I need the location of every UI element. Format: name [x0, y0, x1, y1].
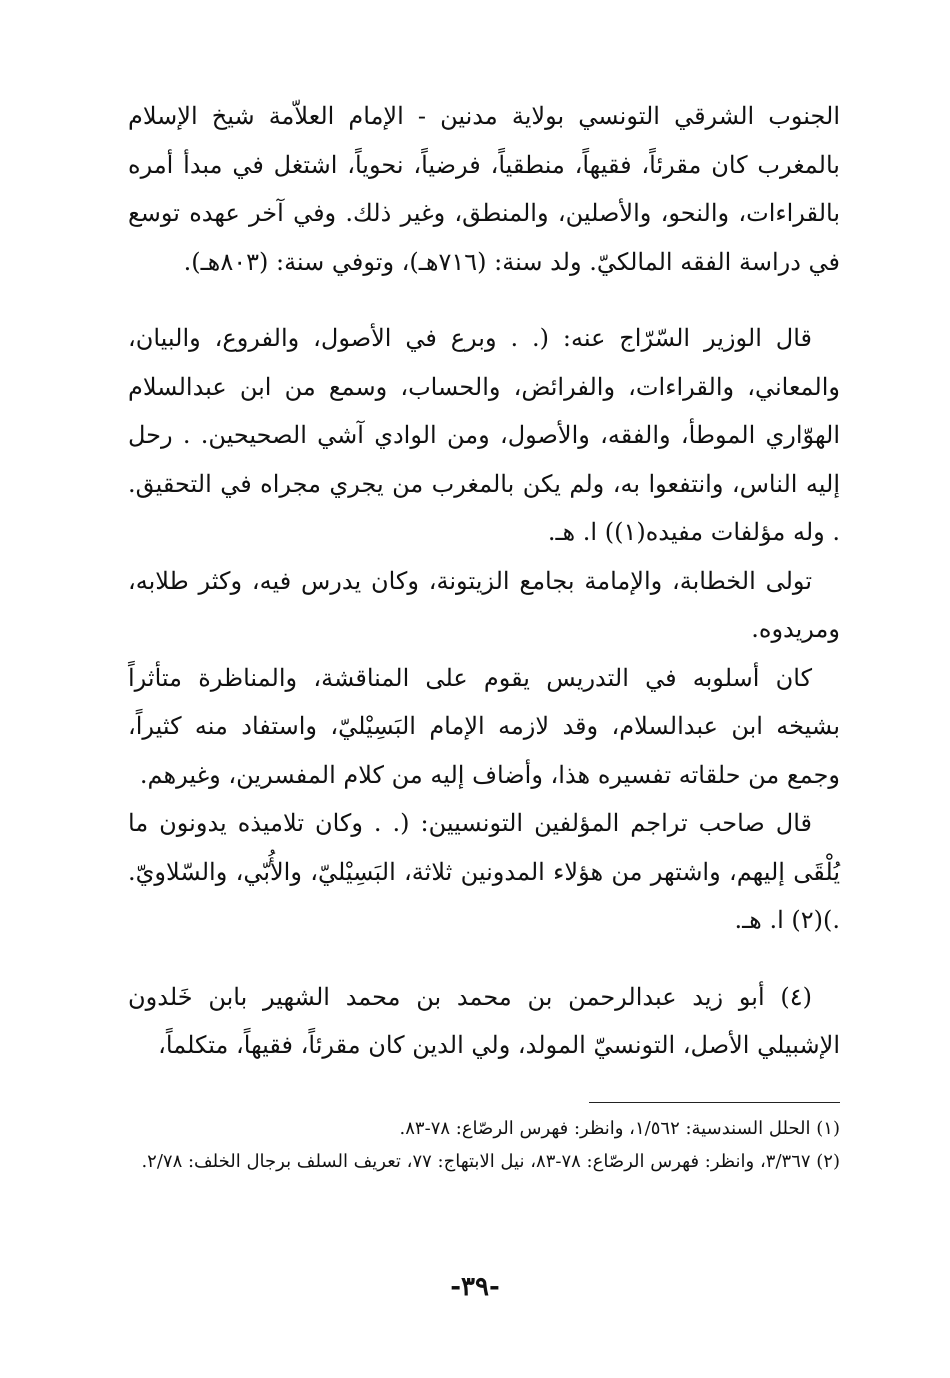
paragraph-tarajim-quote: قال صاحب تراجم المؤلفين التونسيين: (. . وكان تلاميذه يدونون ما يُلْقَى إليهم، واشتهر من هؤلاء المدونين ثلاثة، البَسِيْليّ، والأُبّي، والسّلاويّ. .)(٢) ا. هـ.	[128, 809, 840, 934]
body-text	[128, 92, 840, 1070]
paragraph-biography-continued: الجنوب الشرقي التونسي بولاية مدنين - الإمام العلاّمة شيخ الإسلام بالمغرب كان مقرئاً، فقيهاً، منطقياً، فرضياً، نحوياً، اشتغل في مبدأ أمره بالقراءات، والنحو، والأصلين، والمنطق، وغير ذلك. وفي آخر عهده توسع في دراسة الفقه المالكيّ. ولد سنة: (٧١٦هـ)، وتوفي سنة: (٨٠٣هـ).	[128, 102, 840, 276]
footnotes	[128, 1112, 840, 1178]
paragraph-teaching-style: كان أسلوبه في التدريس يقوم على المناقشة، والمناظرة متأثراً بشيخه ابن عبدالسلام، وقد لازمه الإمام البَسِيْليّ، واستفاد منه كثيراً، وجمع من حلقاته تفسيره هذا، وأضاف إليه من كلام المفسرين، وغيرهم.	[128, 663, 840, 789]
footnote-1: (١) الحلل السندسية: ١/٥٦٢، وانظر: فهرس الرصّاع: ٧٨-٨٣.	[399, 1118, 840, 1139]
paragraph-sarraj-quote: قال الوزير السّرّاج عنه: (. . وبرع في الأصول، والفروع، والبيان، والمعاني، والقراءات، والفرائض، والحساب، وسمع من ابن عبدالسلام الهوّاري الموطأ، والفقه، والأصول، ومن الوادي آشي الصحيحين. . رحل إليه الناس، وانتفعوا به، ولم يكن بالمغرب من يجري مجراه في التحقيق. . وله مؤلفات مفيده(١)) ا. هـ.	[128, 324, 840, 546]
page-number: -٣٩-	[450, 1272, 500, 1302]
footnote-2: (٢) ٣/٣٦٧، وانظر: فهرس الرصّاع: ٧٨-٨٣، نيل الابتهاج: ٧٧، تعريف السلف برجال الخلف: ٢/٧٨.	[141, 1151, 840, 1172]
spacer	[128, 945, 840, 973]
footnote-separator	[589, 1102, 840, 1103]
spacer	[128, 286, 840, 314]
paragraph-ibn-khaldun: (٤) أبو زيد عبدالرحمن بن محمد بن محمد الشهير بابن خَلدون الإشبيلي الأصل، التونسيّ المولد، ولي الدين كان مقرئاً، فقيهاً، متكلماً،	[128, 982, 840, 1059]
paragraph-khitaba: تولى الخطابة، والإمامة بجامع الزيتونة، وكان يدرس فيه، وكثر طلابه، ومريدوه.	[128, 566, 840, 643]
